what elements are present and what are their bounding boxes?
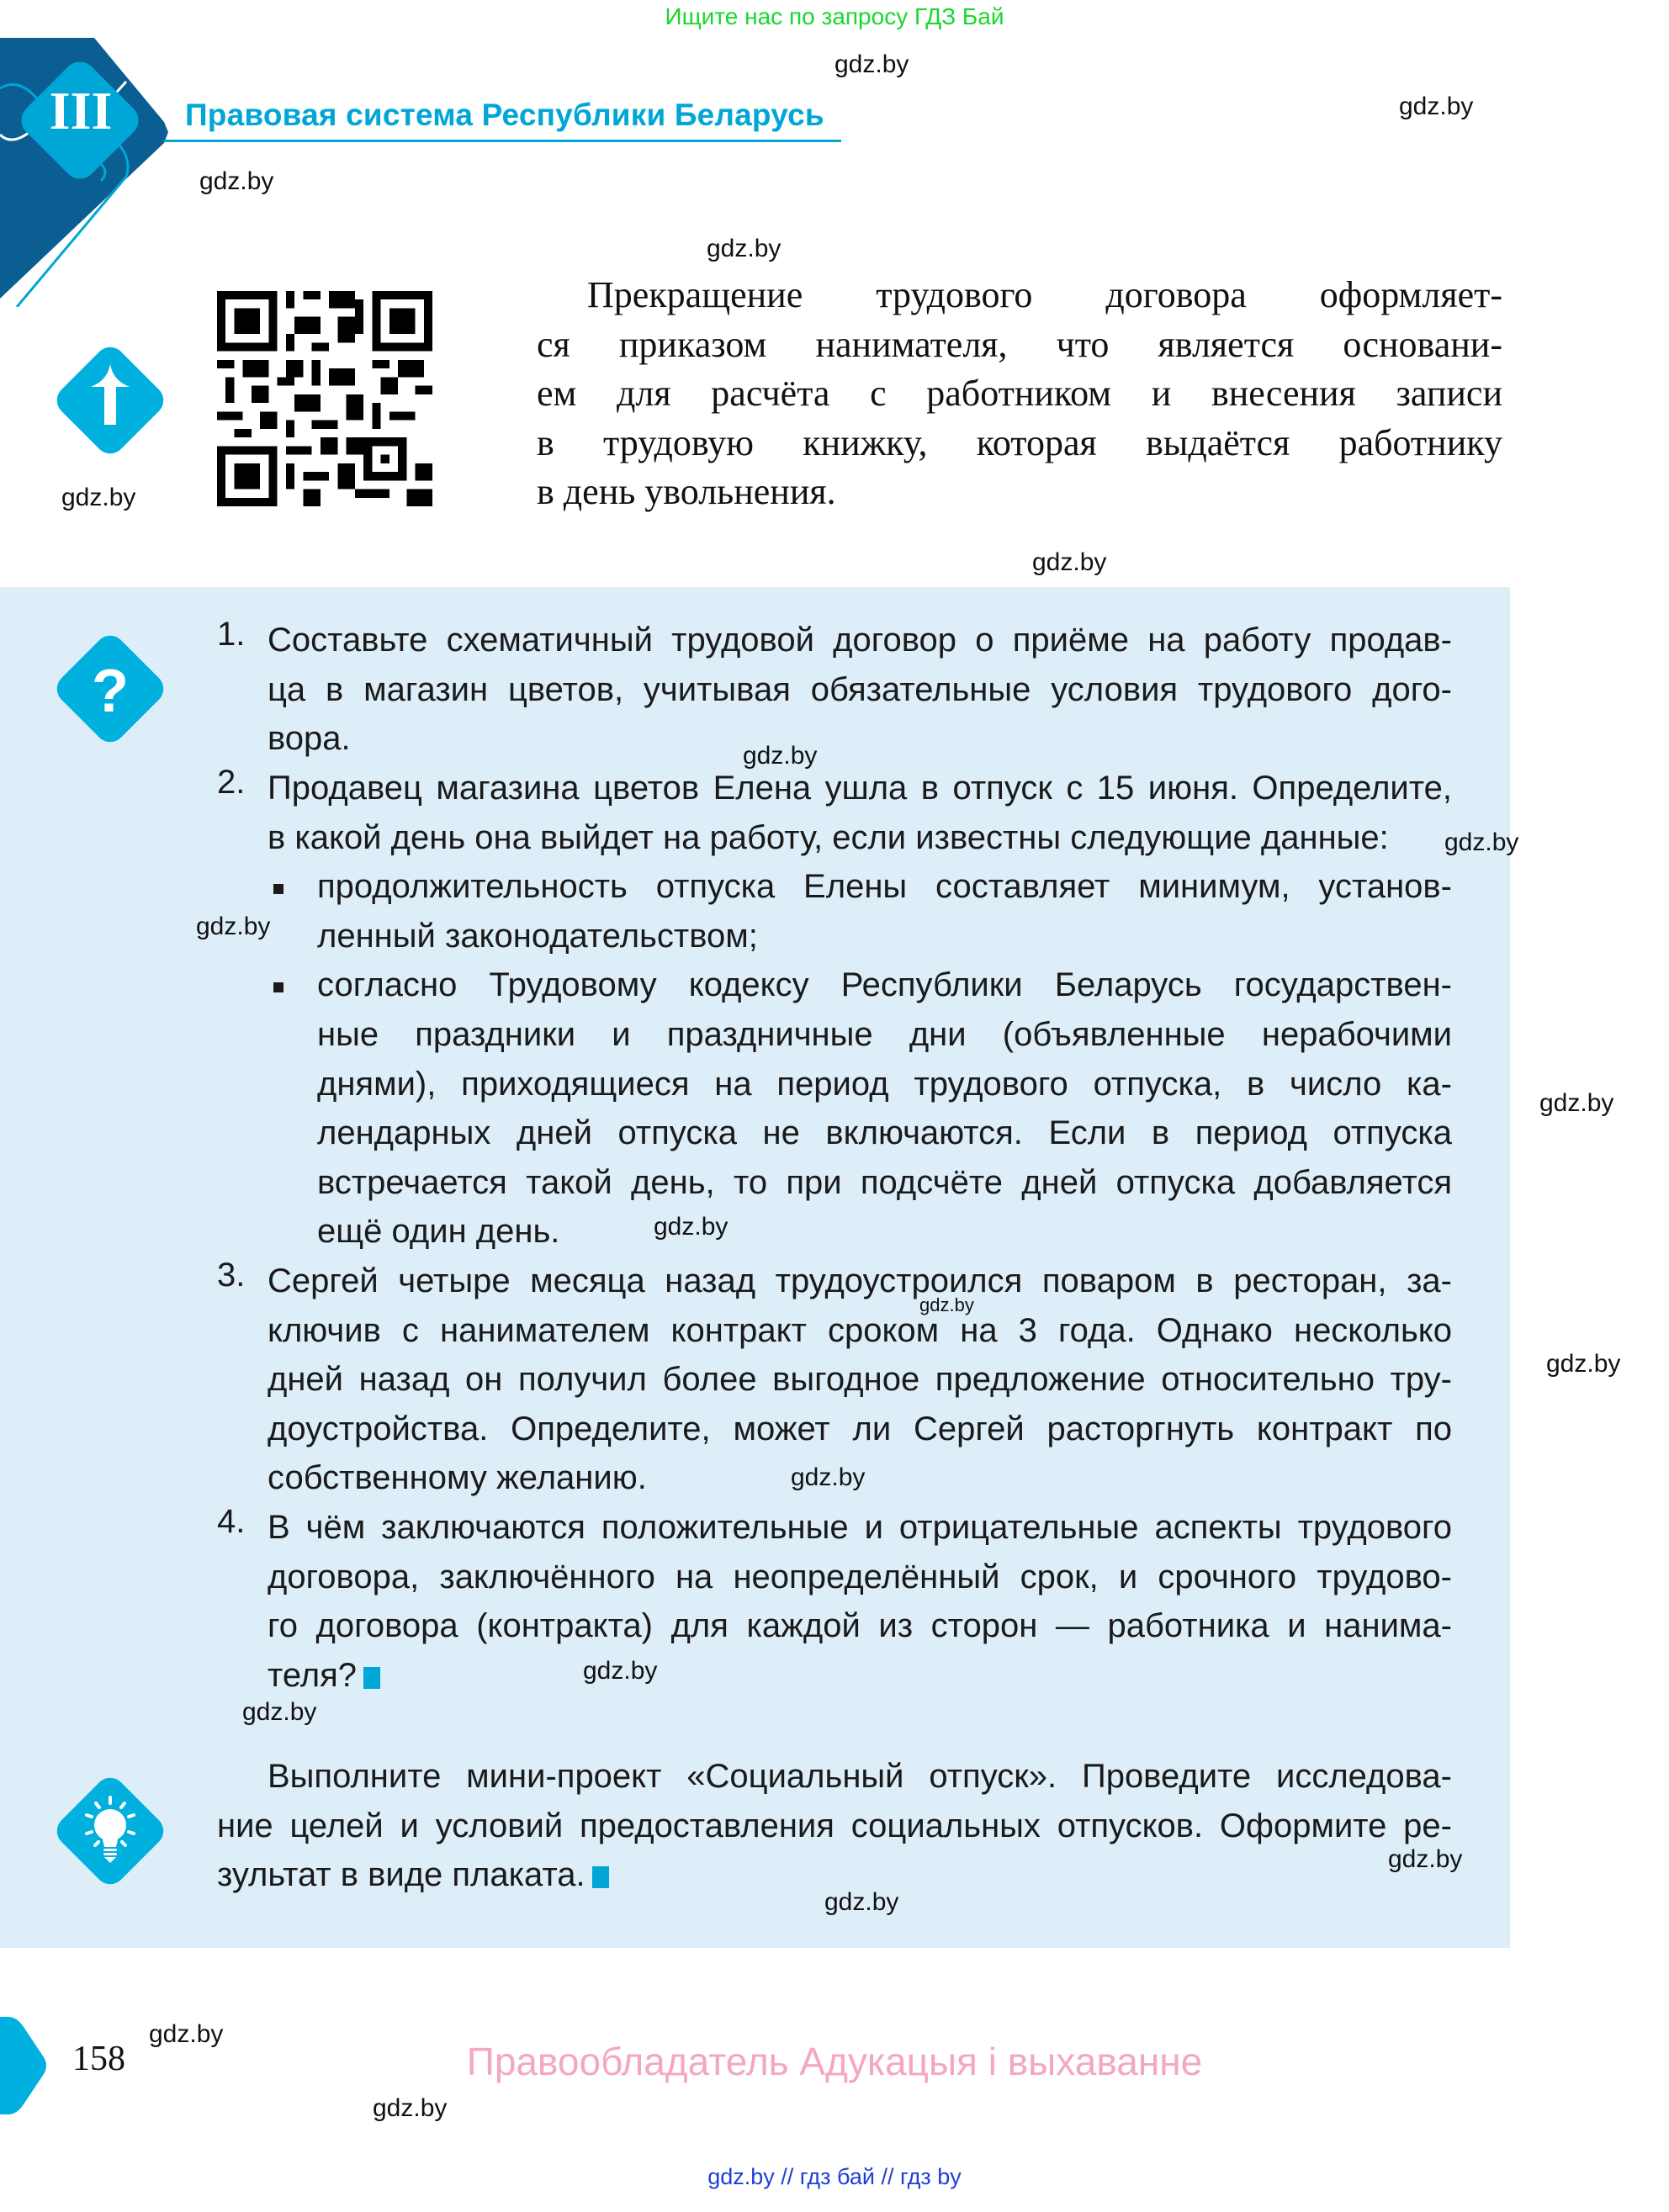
chapter-badge bbox=[0, 38, 202, 307]
bullet-line: ещё один день. bbox=[317, 1213, 560, 1250]
watermark: gdz.by bbox=[707, 235, 782, 262]
question-number: 4. bbox=[217, 1503, 246, 1540]
bullet-line: согласно Трудовому кодексу Республики Беларусь государствен- bbox=[317, 966, 1452, 1003]
question-line: го договора (контракта) для каждой из сторон — работника и нанима- bbox=[268, 1607, 1452, 1644]
lead-line: в день увольнения. bbox=[537, 471, 836, 512]
watermark: gdz.by bbox=[834, 50, 909, 78]
page-number: 158 bbox=[72, 2040, 125, 2078]
copyright-notice: Правообладатель Адукацыя і выхаванне bbox=[466, 2040, 1203, 2083]
watermark: gdz.by bbox=[919, 1294, 974, 1315]
bullet-marker bbox=[273, 884, 283, 894]
lead-line: в трудовую книжку, которая выдаётся работнику bbox=[537, 421, 1502, 463]
chapter-title: Правовая система Республики Беларусь bbox=[185, 98, 824, 132]
question-line: доустройства. Определите, может ли Сергей расторгнуть контракт по bbox=[268, 1410, 1452, 1447]
watermark: gdz.by bbox=[149, 2020, 224, 2048]
lead-paragraph bbox=[537, 271, 1502, 517]
question-icon bbox=[49, 627, 172, 750]
watermark: gdz.by bbox=[583, 1657, 658, 1685]
bullet-line: лендарных дней отпуска не включаются. Если в период отпуска bbox=[317, 1114, 1452, 1151]
bullet-marker bbox=[273, 982, 283, 992]
bullet-line: ленный законодательством; bbox=[317, 918, 758, 955]
svg-text:?: ? bbox=[92, 658, 129, 725]
watermark: gdz.by bbox=[199, 167, 274, 195]
question-line bbox=[268, 1651, 1452, 1701]
end-marker-icon bbox=[592, 1866, 609, 1888]
question-line: Продавец магазина цветов Елена ушла в отпуск с 15 июня. Определите, bbox=[268, 770, 1452, 807]
question-line: ца в магазин цветов, учитывая обязательные условия трудового дого- bbox=[268, 671, 1452, 708]
watermark: gdz.by bbox=[654, 1213, 729, 1241]
question-number: 2. bbox=[217, 764, 246, 801]
question-line: В чём заключаются положительные и отрицательные аспекты трудового bbox=[268, 1509, 1452, 1546]
question-line: собственному желанию. bbox=[268, 1459, 647, 1496]
bullet-line: продолжительность отпуска Елены составляет минимум, установ- bbox=[317, 868, 1452, 905]
question-number: 3. bbox=[217, 1257, 246, 1294]
lead-line: ся приказом нанимателя, что является основани- bbox=[537, 323, 1502, 365]
chapter-roman-numeral: III bbox=[49, 81, 113, 140]
project-line-text: зультат в виде плаката. bbox=[217, 1856, 585, 1893]
watermark: gdz.by bbox=[743, 742, 818, 770]
watermark: gdz.by bbox=[196, 913, 271, 940]
question-line: Составьте схематичный трудовой договор о приёме на работу продав- bbox=[268, 622, 1452, 659]
watermark: gdz.by bbox=[824, 1888, 899, 1916]
question-line-text: теля? bbox=[268, 1657, 358, 1694]
project-line: ние целей и условий предоставления социальных отпусков. Оформите ре- bbox=[217, 1807, 1452, 1844]
watermark: gdz.by bbox=[1399, 93, 1474, 120]
project-line: Выполните мини-проект «Социальный отпуск». Проведите исследова- bbox=[268, 1758, 1452, 1795]
question-line: договора, заключённого на неопределённый срок, и срочного трудово- bbox=[268, 1558, 1452, 1595]
end-marker-icon bbox=[363, 1667, 380, 1689]
watermark: gdz.by bbox=[1388, 1845, 1463, 1873]
footer-links[interactable]: gdz.by // гдз бай // гдз by bbox=[707, 2164, 962, 2189]
question-line: вора. bbox=[268, 720, 351, 757]
watermark: gdz.by bbox=[1539, 1089, 1614, 1117]
watermark: gdz.by bbox=[791, 1463, 866, 1491]
question-line: в какой день она выйдет на работу, если известны следующие данные: bbox=[268, 819, 1389, 856]
watermark: gdz.by bbox=[61, 484, 136, 511]
question-line: дней назад он получил более выгодное предложение относительно тру- bbox=[268, 1361, 1452, 1398]
lead-line: ем для расчёта с работником и внесения записи bbox=[537, 373, 1502, 414]
watermark: gdz.by bbox=[373, 2094, 448, 2122]
watermark: gdz.by bbox=[1546, 1350, 1621, 1378]
top-search-banner: Ищите нас по запросу ГДЗ Бай bbox=[665, 3, 1004, 29]
chapter-title-underline bbox=[164, 140, 841, 142]
arrow-up-icon bbox=[49, 339, 172, 462]
qr-code[interactable] bbox=[217, 290, 432, 507]
lightbulb-icon bbox=[49, 1770, 172, 1892]
question-number: 1. bbox=[217, 616, 246, 653]
question-line: Сергей четыре месяца назад трудоустроился поваром в ресторан, за- bbox=[268, 1262, 1452, 1299]
bullet-line: встречается такой день, то при подсчёте дней отпуска добавляется bbox=[317, 1164, 1452, 1201]
question-line: ключив с нанимателем контракт сроком на 3 года. Однако несколько bbox=[268, 1312, 1452, 1349]
bullet-line: ные праздники и праздничные дни (объявленные нерабочими bbox=[317, 1016, 1452, 1053]
watermark: gdz.by bbox=[1032, 548, 1107, 576]
watermark: gdz.by bbox=[242, 1698, 317, 1726]
watermark: gdz.by bbox=[1444, 828, 1519, 856]
lead-line: Прекращение трудового договора оформляет- bbox=[587, 274, 1502, 315]
bullet-line: днями), приходящиеся на период трудового отпуска, в число ка- bbox=[317, 1066, 1452, 1103]
